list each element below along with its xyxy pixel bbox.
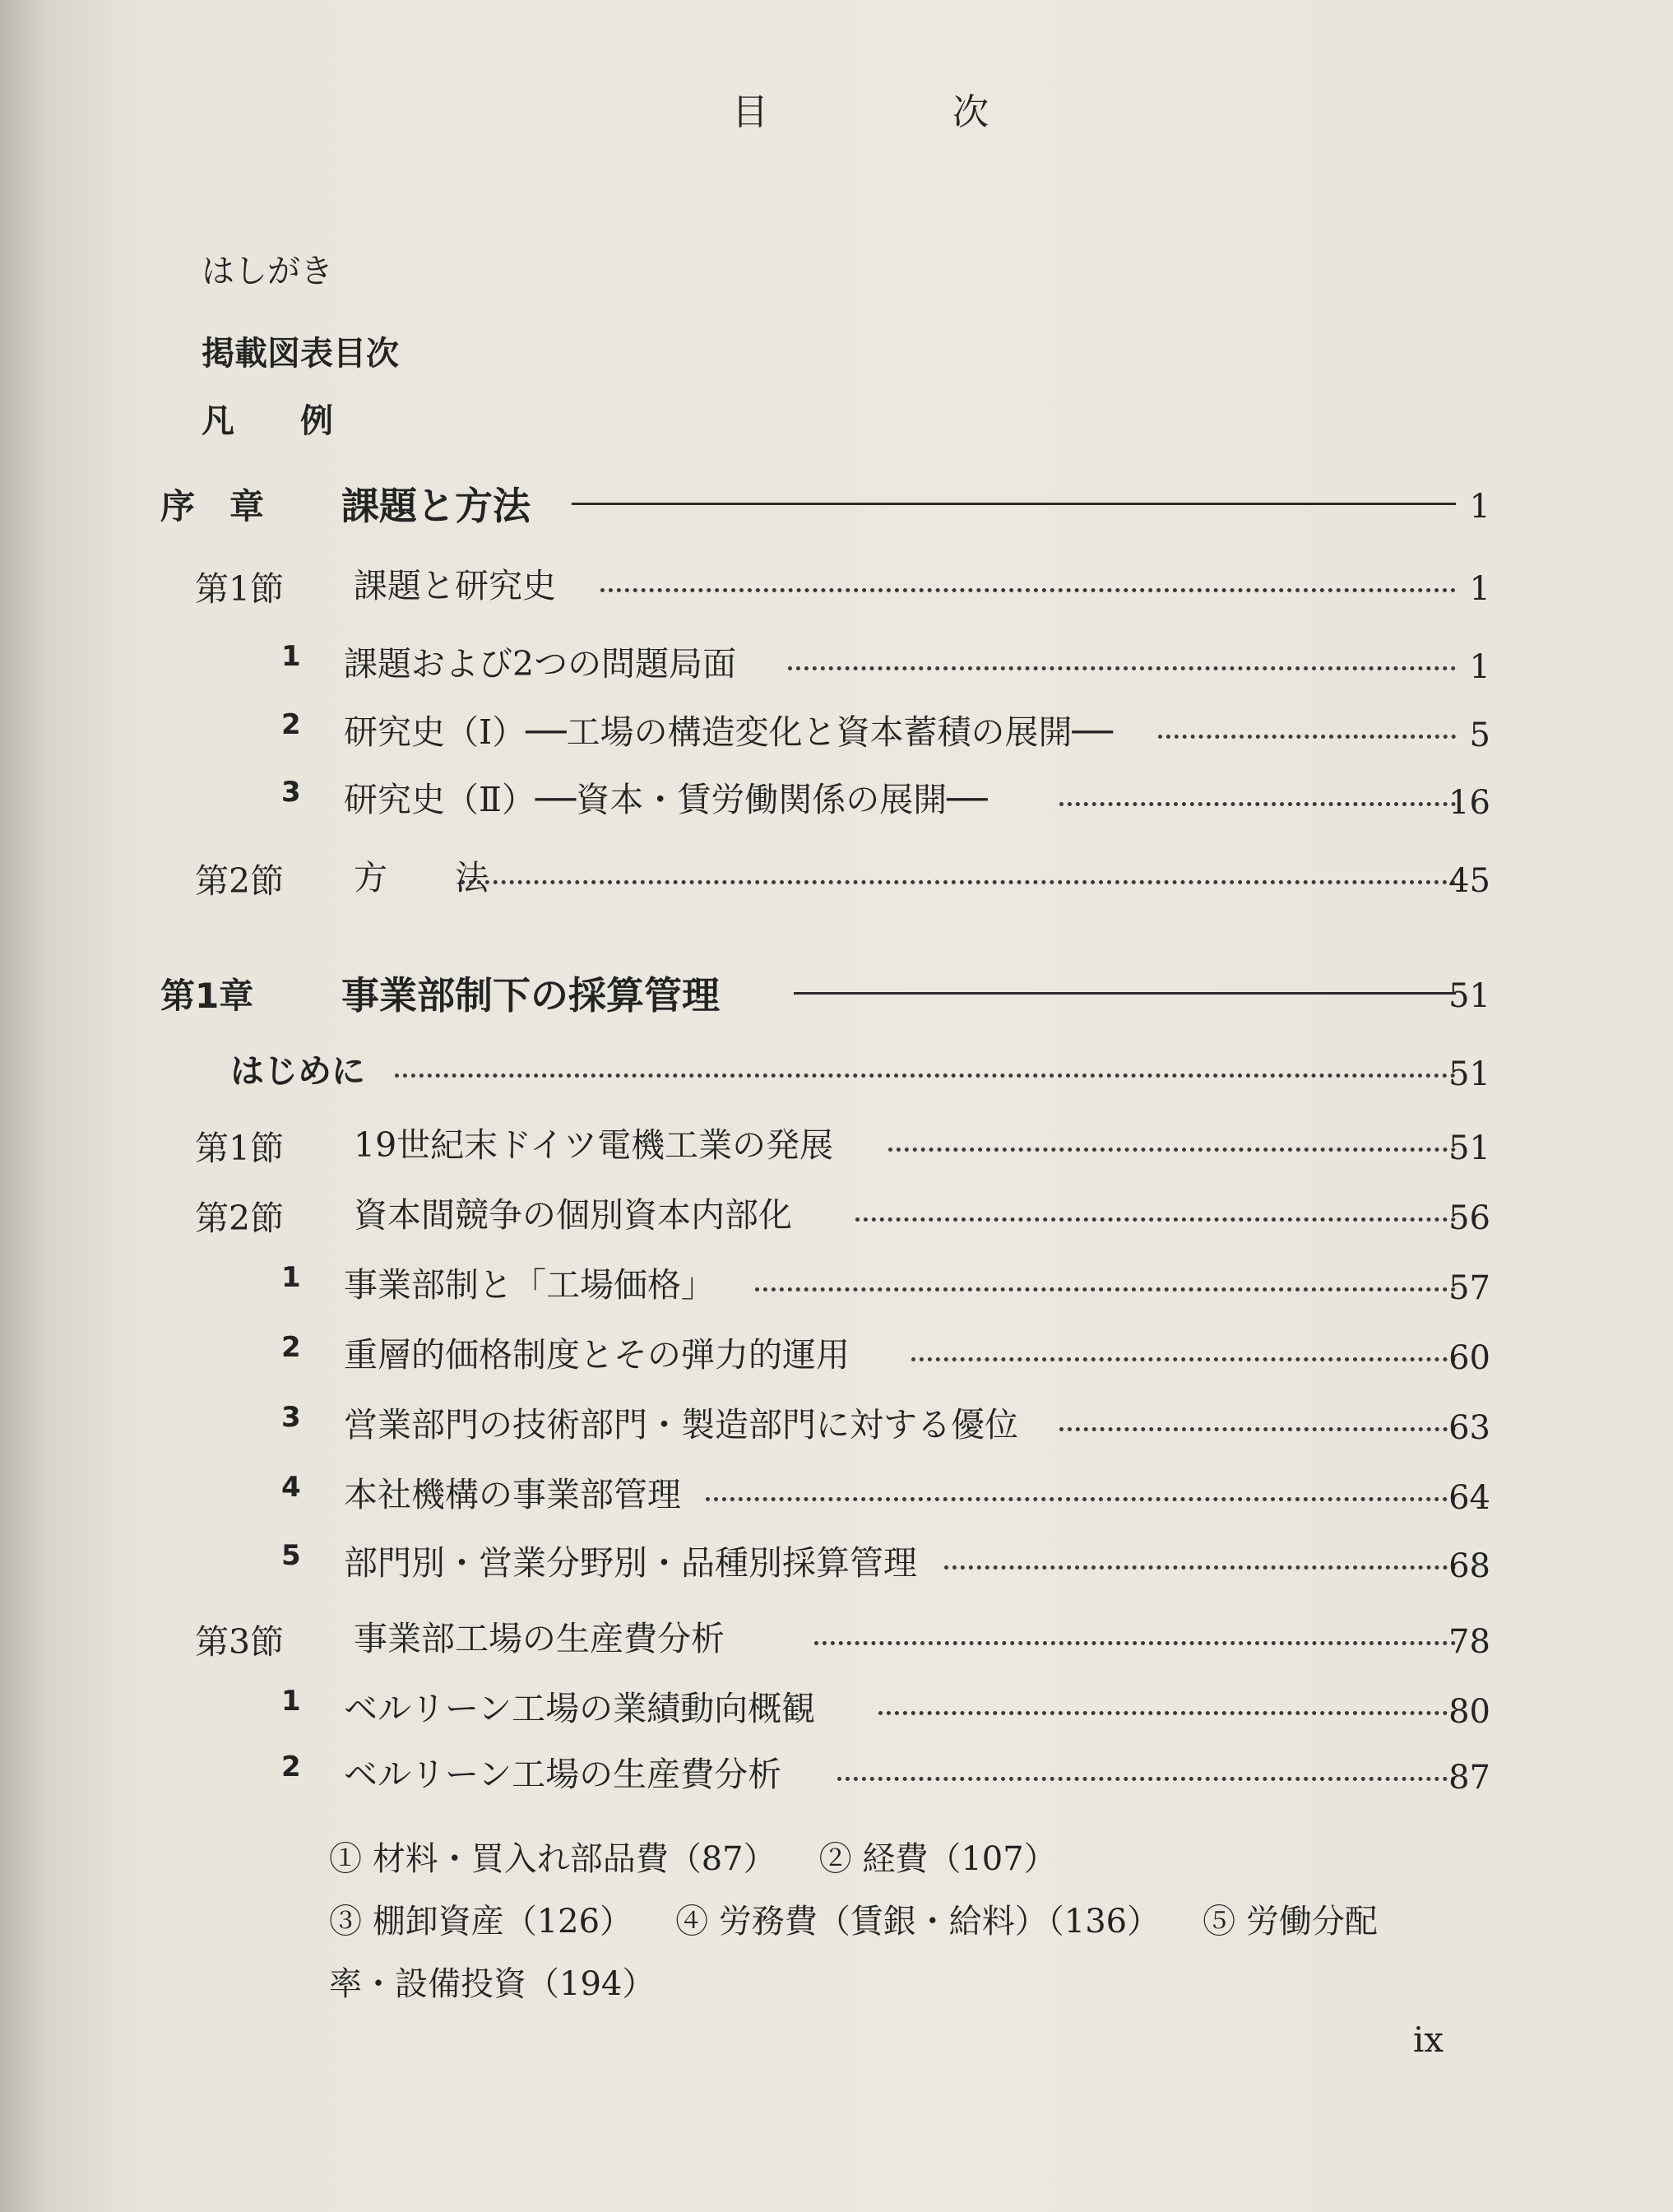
toc-entry-page: 45 <box>1448 862 1490 900</box>
leader-dots <box>788 666 1456 670</box>
toc-entry-page: 1 <box>1469 570 1490 608</box>
toc-entry-number: 1 <box>281 1685 301 1718</box>
toc-entry-number: 4 <box>281 1471 301 1504</box>
front-matter-preface: はしがき <box>202 253 333 290</box>
toc-entry-number: 3 <box>281 776 301 809</box>
toc-entry-label: 事業部制下の採算管理 <box>341 973 720 1018</box>
front-matter-legend: 凡 例 <box>202 402 333 440</box>
toc-entry-number: 第1節 <box>195 569 285 609</box>
toc-entry-sub <box>0 633 1673 691</box>
detail-item: ② 経費（107） <box>818 1840 1057 1878</box>
toc-entry-page: 78 <box>1448 1623 1490 1661</box>
section-detail-list <box>329 1828 1415 2015</box>
toc-entry-number: 第2節 <box>195 861 285 901</box>
toc-entry-label: 課題と方法 <box>341 484 531 528</box>
leader-dots <box>1059 802 1456 806</box>
toc-entry-sub <box>0 1254 1673 1312</box>
toc-entry-label: 資本間競争の個別資本内部化 <box>354 1195 792 1235</box>
toc-entry-number: 1 <box>281 640 301 673</box>
toc-entry-label: 営業部門の技術部門・製造部門に対する優位 <box>344 1405 1018 1445</box>
toc-entry-label: はじめに <box>230 1051 365 1091</box>
toc-entry-chapter <box>0 473 1673 531</box>
detail-item: ④ 労務費（賃銀・給料）（136） <box>675 1903 1161 1941</box>
toc-entry-sub <box>0 1394 1673 1452</box>
toc-entry-section <box>0 1608 1673 1666</box>
toc-entry-label: 本社機構の事業部管理 <box>344 1475 681 1514</box>
toc-entry-section <box>0 555 1673 613</box>
toc-entry-number: 2 <box>281 1751 301 1783</box>
toc-entry-number: 第2節 <box>195 1199 285 1238</box>
front-matter-figures-list: 掲載図表目次 <box>202 335 399 373</box>
toc-entry-number: 2 <box>281 708 301 741</box>
toc-entry-section <box>0 847 1673 905</box>
toc-entry-label: 19世紀末ドイツ電機工業の発展 <box>354 1125 834 1165</box>
toc-entry-chapter <box>0 962 1673 1020</box>
leader-dots <box>837 1777 1456 1781</box>
toc-entry-label: 研究史（Ⅱ）──資本・賃労働関係の展開── <box>344 780 988 819</box>
toc-entry-number: 5 <box>281 1539 301 1572</box>
toc-entry-section <box>0 1185 1673 1242</box>
toc-entry-label: 部門別・営業分野別・品種別採算管理 <box>344 1543 917 1583</box>
toc-entry-sub <box>0 1464 1673 1522</box>
toc-entry-sub <box>0 1324 1673 1382</box>
toc-entry-sub <box>0 702 1673 759</box>
toc-entry-page: 57 <box>1448 1269 1490 1307</box>
toc-entry-page: 68 <box>1448 1547 1490 1585</box>
page-number: ix <box>1413 2020 1444 2060</box>
toc-entry-page: 63 <box>1448 1409 1490 1447</box>
leader-dots <box>814 1641 1456 1645</box>
detail-item: ① 材料・買入れ部品費（87） <box>329 1840 776 1878</box>
toc-entry-page: 51 <box>1448 977 1490 1015</box>
leader-dots <box>911 1357 1456 1361</box>
toc-entry-number: 第3節 <box>195 1622 285 1662</box>
leader-dots <box>888 1148 1456 1152</box>
leader-dots <box>944 1565 1456 1570</box>
detail-item: ⑤ 労働分配率・設備投資（194） <box>329 1903 1378 2003</box>
toc-entry-page: 5 <box>1469 716 1490 754</box>
toc-entry-intro <box>0 1041 1673 1098</box>
toc-entry-label: 方 法 <box>354 858 489 897</box>
leader-dots <box>1059 1427 1456 1431</box>
toc-entry-number: 第1章 <box>160 976 254 1016</box>
toc-entry-page: 56 <box>1448 1199 1490 1237</box>
toc-entry-label: ベルリーン工場の生産費分析 <box>344 1755 782 1794</box>
toc-entry-number: 2 <box>281 1331 301 1364</box>
toc-entry-page: 16 <box>1448 784 1490 822</box>
toc-entry-page: 87 <box>1448 1759 1490 1797</box>
toc-entry-sub <box>0 1533 1673 1590</box>
toc-entry-label: 事業部制と「工場価格」 <box>344 1265 715 1305</box>
toc-entry-label: 課題および2つの問題局面 <box>344 644 737 684</box>
toc-entry-number: 序 章 <box>160 486 265 526</box>
leader-rule <box>572 503 1456 505</box>
leader-dots <box>878 1711 1456 1715</box>
toc-entry-label: 課題と研究史 <box>354 566 556 605</box>
toc-entry-sub <box>0 1678 1673 1736</box>
leader-rule <box>794 992 1456 995</box>
leader-dots <box>855 1217 1456 1222</box>
toc-entry-page: 1 <box>1469 648 1490 686</box>
toc-entry-number: 1 <box>281 1261 301 1294</box>
toc-entry-label: 重層的価格制度とその弾力的運用 <box>344 1335 850 1375</box>
toc-entry-page: 64 <box>1448 1479 1490 1517</box>
leader-dots <box>461 880 1456 884</box>
toc-entry-sub <box>0 769 1673 827</box>
toc-entry-label: 研究史（Ⅰ）──工場の構造変化と資本蓄積の展開── <box>344 712 1113 752</box>
leader-dots <box>600 588 1456 592</box>
leader-dots <box>395 1074 1456 1078</box>
toc-entry-number: 3 <box>281 1401 301 1434</box>
toc-entry-page: 51 <box>1448 1055 1490 1093</box>
toc-entry-page: 51 <box>1448 1129 1490 1167</box>
detail-item: ③ 棚卸資産（126） <box>329 1903 633 1941</box>
leader-dots <box>706 1497 1456 1501</box>
toc-entry-page: 60 <box>1448 1339 1490 1377</box>
leader-dots <box>755 1287 1456 1291</box>
toc-entry-page: 1 <box>1469 488 1490 526</box>
toc-entry-sub <box>0 1744 1673 1802</box>
toc-entry-label: ベルリーン工場の業績動向概観 <box>344 1689 816 1728</box>
toc-entry-page: 80 <box>1448 1693 1490 1731</box>
page-title: 目 次 <box>732 91 1063 133</box>
toc-entry-number: 第1節 <box>195 1129 285 1168</box>
toc-entry-section <box>0 1115 1673 1172</box>
toc-entry-label: 事業部工場の生産費分析 <box>354 1619 725 1658</box>
leader-dots <box>1158 735 1456 739</box>
